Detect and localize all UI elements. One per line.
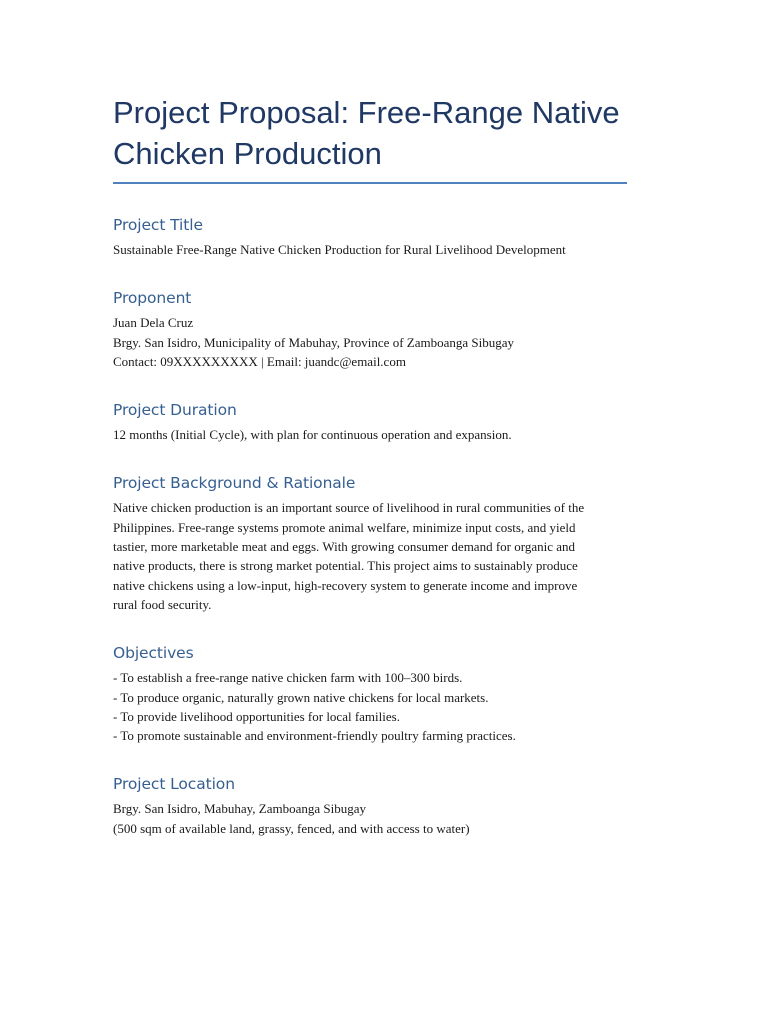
objective-item: - To provide livelihood opportunities for local families. xyxy=(113,708,400,724)
title-underline xyxy=(113,182,627,184)
document-page xyxy=(113,92,633,866)
section-duration xyxy=(113,399,633,444)
section-objectives xyxy=(113,642,633,745)
section-heading-project-title: Project Title xyxy=(113,216,203,234)
location-note: (500 sqm of available land, grassy, fenced, and with access to water) xyxy=(113,820,470,836)
duration-text: 12 months (Initial Cycle), with plan for continuous operation and expansion. xyxy=(113,427,512,443)
proponent-address: Brgy. San Isidro, Municipality of Mabuhay, Province of Zamboanga Sibugay xyxy=(113,334,515,350)
section-heading-background: Project Background & Rationale xyxy=(113,474,356,493)
section-location xyxy=(113,773,633,838)
section-heading-objectives: Objectives xyxy=(113,644,194,663)
background-line: native products, there is strong market potential. This project aims to sustainably produce xyxy=(113,558,578,574)
objective-item: - To establish a free-range native chicken farm with 100–300 birds. xyxy=(113,670,463,686)
background-line: Native chicken production is an important source of livelihood in rural communities of the xyxy=(113,500,585,516)
section-heading-location: Project Location xyxy=(113,775,235,794)
document-title xyxy=(113,92,633,182)
section-heading-proponent: Proponent xyxy=(113,289,192,308)
proponent-name: Juan Dela Cruz xyxy=(113,315,194,331)
document-title-line-1: Project Proposal: Free-Range Native xyxy=(113,95,620,130)
objective-item: - To promote sustainable and environment-friendly poultry farming practices. xyxy=(113,728,516,744)
background-line: rural food security. xyxy=(113,596,212,612)
proponent-contact: Contact: 09XXXXXXXXX | Email: juandc@email.com xyxy=(113,353,406,369)
background-line: Philippines. Free-range systems promote animal welfare, minimize input costs, and yield xyxy=(113,519,576,535)
section-proponent xyxy=(113,287,633,371)
document-title-line-2: Chicken Production xyxy=(113,136,382,171)
section-project-title xyxy=(113,214,633,259)
location-address: Brgy. San Isidro, Mabuhay, Zamboanga Sibugay xyxy=(113,801,366,817)
background-line: native chickens using a low-input, high-recovery system to generate income and improve xyxy=(113,577,578,593)
objective-item: - To produce organic, naturally grown native chickens for local markets. xyxy=(113,689,489,705)
project-title-text: Sustainable Free-Range Native Chicken Production for Rural Livelihood Development xyxy=(113,242,566,257)
section-background xyxy=(113,472,633,614)
section-heading-duration: Project Duration xyxy=(113,401,237,420)
background-line: tastier, more marketable meat and eggs. With growing consumer demand for organic and xyxy=(113,539,575,555)
